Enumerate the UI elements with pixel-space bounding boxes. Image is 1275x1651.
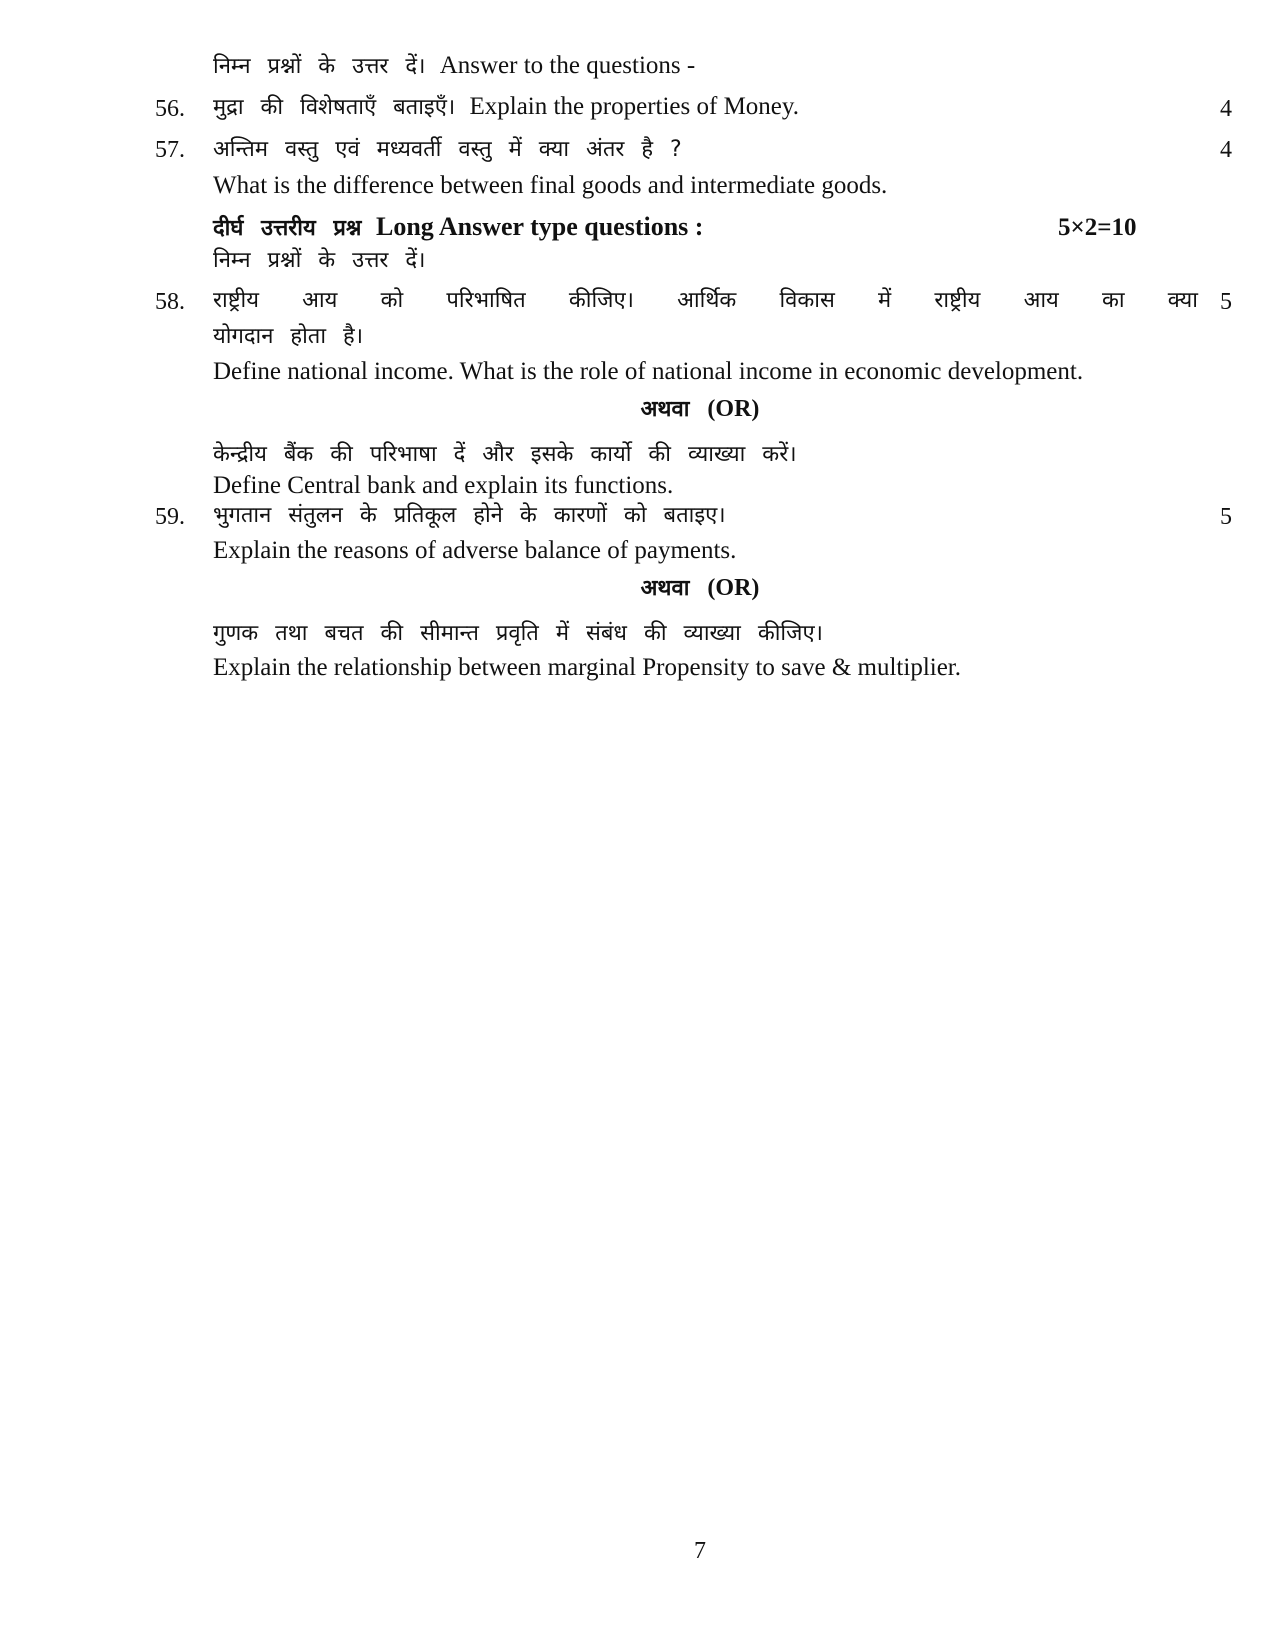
long-heading-hindi: दीर्घ उत्तरीय प्रश्न (213, 216, 362, 241)
long-heading-english: Long Answer type questions : (376, 212, 704, 241)
question-56-english: Explain the properties of Money. (469, 93, 800, 120)
question-58-or (0, 393, 1275, 426)
question-57-english: What is the difference between final goods and intermediate goods. (213, 172, 888, 199)
question-59-or (0, 572, 1275, 605)
question-57-marks: 4 (1220, 137, 1232, 163)
page-number: 7 (694, 1538, 706, 1564)
question-58-number: 58. (155, 289, 185, 315)
intro-english: Answer to the questions - (439, 52, 696, 79)
long-section-heading (213, 211, 703, 245)
or-hindi: अथवा (640, 397, 690, 422)
long-section-instruction: निम्न प्रश्नों के उत्तर दें। (213, 248, 426, 273)
intro-line (213, 50, 695, 83)
intro-hindi: निम्न प्रश्नों के उत्तर दें। (213, 54, 426, 79)
question-58-hindi-line2: योगदान होता है। (213, 324, 364, 349)
or-english: (OR) (707, 396, 760, 422)
question-58-alt-hindi: केन्द्रीय बैंक की परिभाषा दें और इसके कार्यो की व्याख्या करें। (213, 442, 797, 467)
question-57-number: 57. (155, 137, 185, 163)
question-59-english: Explain the reasons of adverse balance of payments. (213, 537, 737, 564)
question-58-marks: 5 (1220, 289, 1232, 315)
question-59-marks: 5 (1220, 504, 1232, 530)
or-hindi: अथवा (640, 576, 690, 601)
question-56-hindi: मुद्रा की विशेषताएँ बताइएँ। (213, 95, 456, 120)
question-56-marks: 4 (1220, 96, 1232, 122)
or-english: (OR) (707, 575, 760, 601)
question-58-alt-english: Define Central bank and explain its functions. (213, 472, 674, 499)
question-57-hindi: अन्तिम वस्तु एवं मध्यवर्ती वस्तु में क्या अंतर है ? (213, 137, 682, 162)
question-59-alt-hindi: गुणक तथा बचत की सीमान्त प्रवृति में संबंध की व्याख्या कीजिए। (213, 621, 823, 646)
question-59-alt-english: Explain the relationship between marginal Propensity to save & multiplier. (213, 654, 961, 681)
question-58-english: Define national income. What is the role of national income in economic development. (213, 358, 1084, 385)
long-section-marks: 5×2=10 (1058, 214, 1137, 241)
question-56-text (213, 91, 799, 124)
question-58-hindi-line1: राष्ट्रीय आय को परिभाषित कीजिए। आर्थिक विकास में राष्ट्रीय आय का क्या (213, 288, 1198, 313)
question-56-number: 56. (155, 96, 185, 122)
question-59-hindi: भुगतान संतुलन के प्रतिकूल होने के कारणों को बताइए। (213, 503, 726, 528)
question-59-number: 59. (155, 504, 185, 530)
